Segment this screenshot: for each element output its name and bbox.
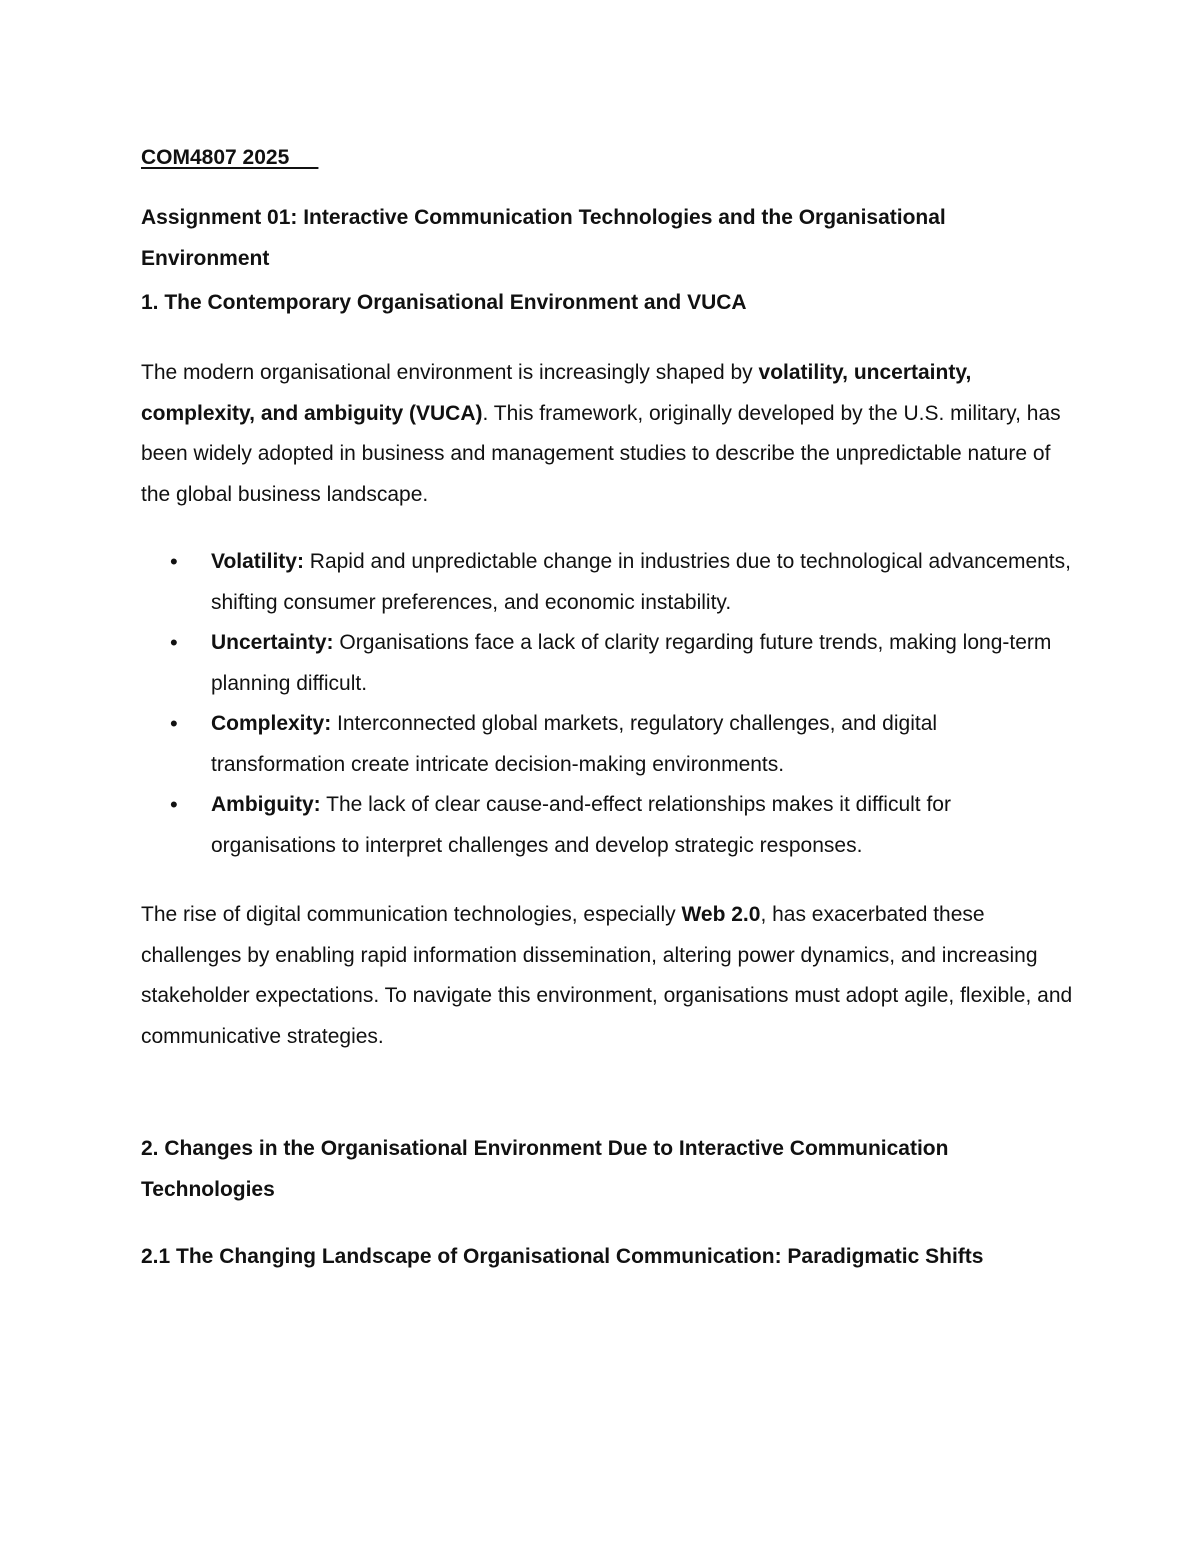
list-item-text: The lack of clear cause-and-effect relationships makes it difficult for organisations to interpret challenges and develop strategic responses. — [211, 793, 951, 857]
list-item-text: Organisations face a lack of clarity regarding future trends, making long-term planning difficult. — [211, 631, 1052, 695]
course-code: COM4807 2025 — [141, 146, 319, 169]
section-1-closing-paragraph — [141, 895, 1076, 1057]
list-item-text: Interconnected global markets, regulatory challenges, and digital transformation create intricate decision-making environments. — [211, 712, 938, 776]
list-item — [141, 623, 1076, 704]
section-1-heading: 1. The Contemporary Organisational Environment and VUCA — [141, 291, 747, 314]
bullet-icon: • — [170, 792, 178, 817]
list-item — [141, 704, 1076, 785]
section-2-heading: 2. Changes in the Organisational Environment Due to Interactive Communication Technologies — [141, 1137, 949, 1201]
list-item-term: Volatility: — [211, 550, 304, 573]
intro-text-end: . This framework, originally developed by the U.S. military, has been widely adopted in business and management studies to describe the unpredictable nature of the global business landscape. — [141, 401, 1061, 506]
intro-vuca-emphasis: volatility, uncertainty, complexity, and ambiguity (VUCA) — [141, 361, 972, 425]
list-item-term: Uncertainty: — [211, 631, 334, 654]
list-item — [141, 542, 1076, 623]
section-1-intro-paragraph — [141, 353, 1076, 515]
vuca-list — [141, 542, 1076, 866]
bullet-icon: • — [170, 711, 178, 736]
list-item — [141, 785, 1076, 866]
section-2-1-subheading: 2.1 The Changing Landscape of Organisational Communication: Paradigmatic Shifts — [141, 1245, 984, 1268]
closing-text-start: The rise of digital communication technologies, especially — [141, 903, 682, 926]
list-item-text: Rapid and unpredictable change in industries due to technological advancements, shifting consumer preferences, and economic instability. — [211, 550, 1071, 614]
closing-web2-emphasis: Web 2.0 — [681, 903, 761, 926]
intro-text-start: The modern organisational environment is increasingly shaped by — [141, 361, 759, 384]
list-item-term: Ambiguity: — [211, 793, 321, 816]
list-item-term: Complexity: — [211, 712, 332, 735]
closing-text-end: , has exacerbated these challenges by enabling rapid information dissemination, altering power dynamics, and increasing stakeholder expectations. To navigate this environment, organisations must adopt agile, flexible, and communicative strategies. — [141, 903, 1073, 1048]
bullet-icon: • — [170, 549, 178, 574]
assignment-title: Assignment 01: Interactive Communication Technologies and the Organisational Environment — [141, 206, 946, 270]
bullet-icon: • — [170, 630, 178, 655]
